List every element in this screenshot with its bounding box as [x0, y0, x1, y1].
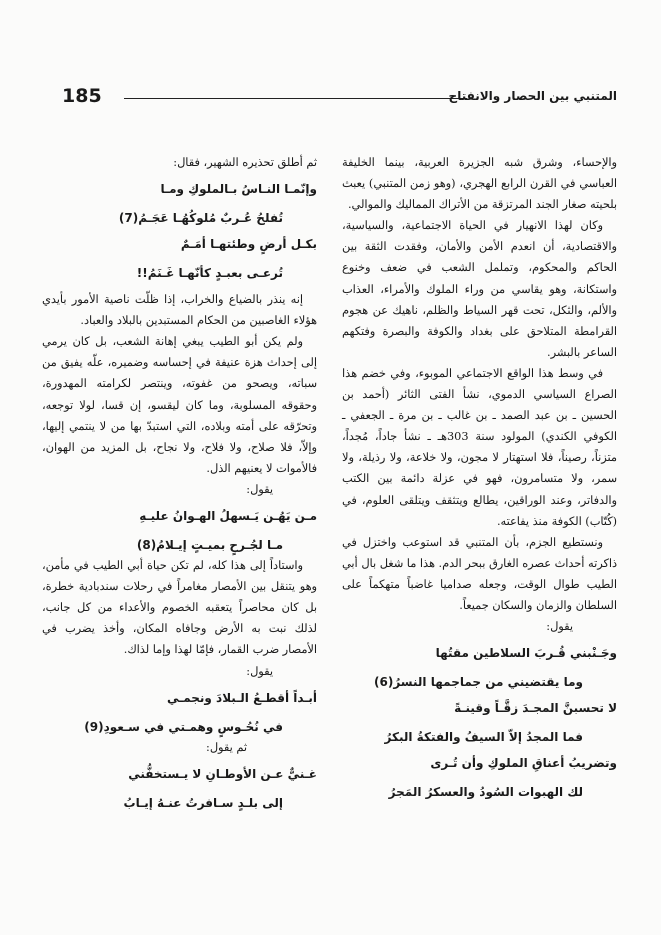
verse-intro: يقول:	[246, 664, 273, 678]
verse-line: مـا لجُـرحٍ بميـتٍ إيـلامُ(8)	[136, 538, 283, 553]
verse-line: وجَـنْبني قُـربَ السلاطين مقتُها	[435, 646, 617, 661]
paragraph: واستاداً إلى هذا كله، لم تكن حياة أبي الطيب في مأمن، وهو يتنقل بين الأمصار مغامراً في رحلات سندبادية خطرة، بل كان محاصراً يتعقبه الخصوم والأعداء من كل جانب، لذلك نبت به الأرض وجافاه المكان، وأخذ يضرب في الأمصار ضرب القمار، فإمّا لهذا وإما لذاك.	[42, 559, 317, 657]
verse-line: لا تحسبنَّ المجـدَ زقَّـاً وقينـةً	[454, 701, 617, 716]
verse-line: تُرعـى بعبـدٍ كأنّهـا غَـنَمُ!!	[136, 266, 283, 281]
verse-intro: يقول:	[546, 620, 573, 634]
page-header	[40, 83, 623, 117]
verse-line: بكـل أرضٍ وطئتهـا أمَـمٌ	[180, 237, 317, 252]
verse-line: أبـداً أقطـعُ الـبلادَ ونجمـي	[166, 690, 317, 705]
verse-line: إلى بلـدٍ سـافرتُ عنـهُ إيـابُ	[123, 795, 283, 810]
right-column	[342, 152, 617, 802]
running-title: المتنبي بين الحصار والانفتاح	[448, 89, 617, 103]
verse-intro: يقول:	[246, 482, 273, 496]
verse-line: في نُحُـوسٍ وهمـتي في سـعودِ(9)	[84, 719, 283, 734]
paragraph: إنه ينذر بالضياع والخراب، إذا ظلّت ناصية الأمور بأيدي هؤلاء الغاصبين من الحكام المستبدين بالبلاد والعباد.	[42, 293, 317, 328]
paragraph: ونستطيع الجزم، بأن المتنبي قد استوعب واختزل في ذاكرته أحداث عصره الغارق ببحر الدم. هذا ما شغل بال أبي الطيب طوال الوقت، وجعله صداميا غاضباً متهكماً على السلطان والزمان والسكان جميعاً.	[342, 535, 617, 612]
header-rule	[124, 98, 467, 99]
verse-line: فما المجدُ إلاّ السيفُ والفتكةُ البكرُ	[384, 730, 583, 745]
paragraph: ولم يكن أبو الطيب يبغي إهانة الشعب، بل كان يرمي إلى إحداث هزة عنيفة في إحساسه وضميره، علّه يفيق من سباته، ويصحو من غفوته، وينتصر لكرامته المهدورة، وحقوقه المسلوبة، وما كان ليقسو، إن قسا، لولا توجعه، وتحرّقه على أمته وبلاده، التي استبدّ بها من لا ينتمي إليها، وإلاّ، فلا صلاح، ولا فلاح، ولا نجاح، بل المزيد من الهوان، فالأموات لا يعنيهم الذل.	[42, 335, 317, 475]
verse-line: وإنّمـا النـاسُ بـالملوكِ ومـا	[160, 182, 317, 197]
paragraph: وكان لهذا الانهيار في الحياة الاجتماعية، والسياسية، والاقتصادية، أن انعدم الأمن والأمان، وفقدت الثقة بين الحاكم والمحكوم، وتململ الشعب في ضعف وخنوع واستكانة، وهو يقاسي من وراء الملوك والأمراء، العذاب والألم، والثكل، تحت قهر السياط والظلم، ناهيك عن هجوم القرامطة المتلاحق على بغداد والكوفة والبصرة وفتكهم الساعر بالبشر.	[342, 219, 617, 359]
paragraph: في وسط هذا الواقع الاجتماعي الموبوء، وفي خضم هذا الصراع السياسي الدموي، نشأ الفتى الثائر (أحمد بن الحسين ـ بن عبد الصمد ـ بن غالب ـ بن مرة ـ الجعفي ـ الكوفي الكندي) المولود سنة 303هـ ـ نشأ جاداً، مُجداً، متزناً، رصيناً، فلا استهتار لا مجون، ولا خلاعة، ولا رذيلة، ولا سمر، ولا متسامرون، فهو في عزلة دائمة بين الكتب والدفاتر، وعند الوراقين، يطالع ويتثقف ويتلقى العلوم، في (كُتّاب) الكوفة منذ يفاعته.	[342, 366, 617, 528]
verse-line: غـنيٌّ عـن الأوطـانِ لا يـستخفُّني	[128, 766, 317, 781]
verse-line: لك الهبوات السُودُ والعسكرُ المَجرُ	[388, 785, 583, 800]
verse-intro: ثم يقول:	[206, 740, 247, 754]
verse-line: وتضريبُ أعناقِ الملوكِ وأن تُـرى	[430, 756, 617, 771]
paragraph: والإحساء، وشرق شبه الجزيرة العربية، بينما الخليفة العباسي في القرن الرابع الهجري، (وهو زمن المتنبي) يعبث بلحيته صغار الجند المرتزقة من الأتراك المماليك والموالي.	[342, 156, 617, 212]
verse-line: تُفلحُ عُـربٌ مُلوكُهُـا عَجَـمُ(7)	[118, 211, 283, 226]
page-number: 185	[62, 85, 102, 107]
left-column	[42, 152, 317, 813]
verse-intro: ثم أطلق تحذيره الشهير، فقال:	[173, 156, 317, 169]
verse-line: وما يقتضيني من جماجمها النسرُ(6)	[374, 675, 583, 690]
verse-line: مـن يَهُـن يَـسهلُ الهـوانُ عليـهِ	[139, 509, 317, 524]
